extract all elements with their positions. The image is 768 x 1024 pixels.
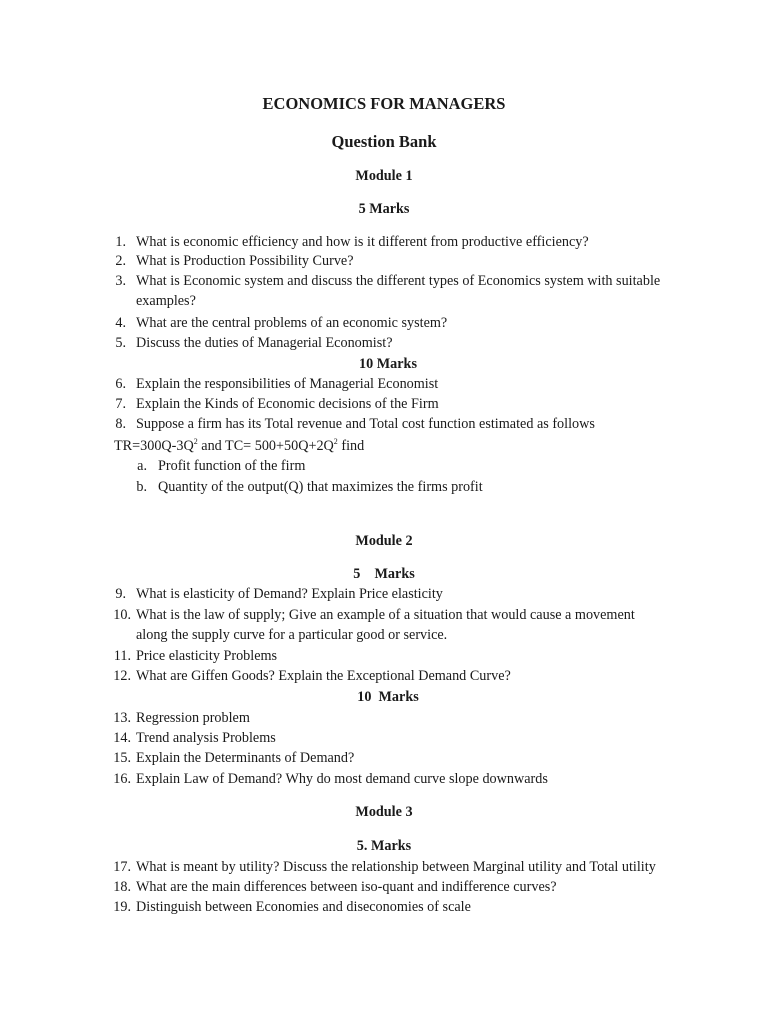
- question-number: 6.: [115, 376, 126, 392]
- question-8-equation: [0, 438, 768, 456]
- question-text: What is economic efficiency and how is it different from productive efficiency?: [136, 234, 589, 250]
- module-2-heading: Module 2: [355, 533, 413, 549]
- question-number: 9.: [115, 586, 126, 602]
- question-1: [0, 235, 768, 253]
- question-number: 3.: [115, 273, 126, 289]
- question-8: [0, 417, 768, 435]
- question-number: 10.: [113, 607, 131, 623]
- question-3: [0, 274, 768, 292]
- question-9: [0, 587, 768, 605]
- question-text: Price elasticity Problems: [136, 648, 278, 664]
- question-number: 2.: [115, 253, 126, 269]
- sub-question-text: Profit function of the firm: [158, 458, 306, 474]
- question-text: Discuss the duties of Managerial Economist?: [136, 335, 393, 351]
- sub-question-text: Quantity of the output(Q) that maximizes the firms profit: [158, 479, 483, 495]
- question-text: Distinguish between Economies and diseconomies of scale: [136, 899, 471, 915]
- question-number: 15.: [113, 750, 131, 766]
- question-4: [0, 316, 768, 334]
- question-text: What are the central problems of an economic system?: [136, 315, 448, 331]
- question-text: What is meant by utility? Discuss the relationship between Marginal utility and Total utility: [136, 859, 656, 875]
- question-10-continuation: [0, 628, 768, 646]
- question-18: [0, 880, 768, 898]
- sub-question-letter: a.: [137, 458, 147, 474]
- question-number: 16.: [113, 771, 131, 787]
- question-number: 5.: [115, 335, 126, 351]
- question-14: [0, 731, 768, 749]
- module-3-5-marks-heading: 5. Marks: [356, 838, 412, 854]
- module-1-heading: Module 1: [355, 168, 413, 184]
- question-2: [0, 254, 768, 272]
- question-text: Explain the Kinds of Economic decisions of the Firm: [136, 396, 439, 412]
- question-text: What are Giffen Goods? Explain the Exceptional Demand Curve?: [136, 668, 511, 684]
- question-8b: [0, 480, 768, 498]
- question-15: [0, 751, 768, 769]
- question-number: 11.: [113, 648, 131, 664]
- question-number: 14.: [113, 730, 131, 746]
- question-12: [0, 669, 768, 687]
- sub-question-letter: b.: [136, 479, 147, 495]
- question-3-continuation: [0, 294, 768, 312]
- question-number: 4.: [115, 315, 126, 331]
- question-text: Trend analysis Problems: [136, 730, 276, 746]
- question-17: [0, 860, 768, 878]
- module-2-5-marks-heading: 5 Marks: [353, 566, 415, 582]
- question-7: [0, 397, 768, 415]
- question-6: [0, 377, 768, 395]
- question-text: Explain the Determinants of Demand?: [136, 750, 355, 766]
- module-1-10-marks-heading: 10 Marks: [359, 356, 417, 372]
- question-text: What is Economic system and discuss the different types of Economics system with suitable: [136, 273, 661, 289]
- question-11: [0, 649, 768, 667]
- question-text: Explain Law of Demand? Why do most demand curve slope downwards: [136, 771, 548, 787]
- equation-part: find: [337, 438, 365, 454]
- question-number: 17.: [113, 859, 131, 875]
- question-text: What is the law of supply; Give an example of a situation that would cause a movement: [136, 607, 635, 623]
- question-number: 13.: [113, 710, 131, 726]
- question-text: What is elasticity of Demand? Explain Price elasticity: [136, 586, 443, 602]
- document-title: ECONOMICS FOR MANAGERS: [262, 94, 506, 113]
- question-number: 8.: [115, 416, 126, 432]
- superscript: 2: [333, 437, 338, 446]
- question-text: What is Production Possibility Curve?: [136, 253, 354, 269]
- question-number: 7.: [115, 396, 126, 412]
- question-text: Explain the responsibilities of Managerial Economist: [136, 376, 439, 392]
- question-text: examples?: [136, 293, 196, 309]
- question-text: along the supply curve for a particular good or service.: [136, 627, 448, 643]
- module-2-10-marks-heading: 10 Marks: [357, 689, 419, 705]
- question-10: [0, 608, 768, 626]
- module-3-heading: Module 3: [355, 804, 413, 820]
- equation-part: and TC= 500+50Q+2Q: [197, 438, 334, 454]
- question-text: What are the main differences between iso-quant and indifference curves?: [136, 879, 557, 895]
- question-13: [0, 711, 768, 729]
- module-1-5-marks-heading: 5 Marks: [358, 201, 410, 217]
- question-number: 19.: [113, 899, 131, 915]
- question-16: [0, 772, 768, 790]
- question-number: 12.: [113, 668, 131, 684]
- superscript: 2: [193, 437, 198, 446]
- question-number: 1.: [115, 234, 126, 250]
- equation-text: [114, 438, 364, 453]
- question-19: [0, 900, 768, 918]
- question-text: Regression problem: [136, 710, 250, 726]
- question-text: Suppose a firm has its Total revenue and Total cost function estimated as follows: [136, 416, 595, 432]
- equation-part: TR=300Q-3Q: [114, 438, 194, 454]
- question-5: [0, 336, 768, 354]
- question-number: 18.: [113, 879, 131, 895]
- question-8a: [0, 459, 768, 477]
- document-subtitle: Question Bank: [331, 132, 437, 151]
